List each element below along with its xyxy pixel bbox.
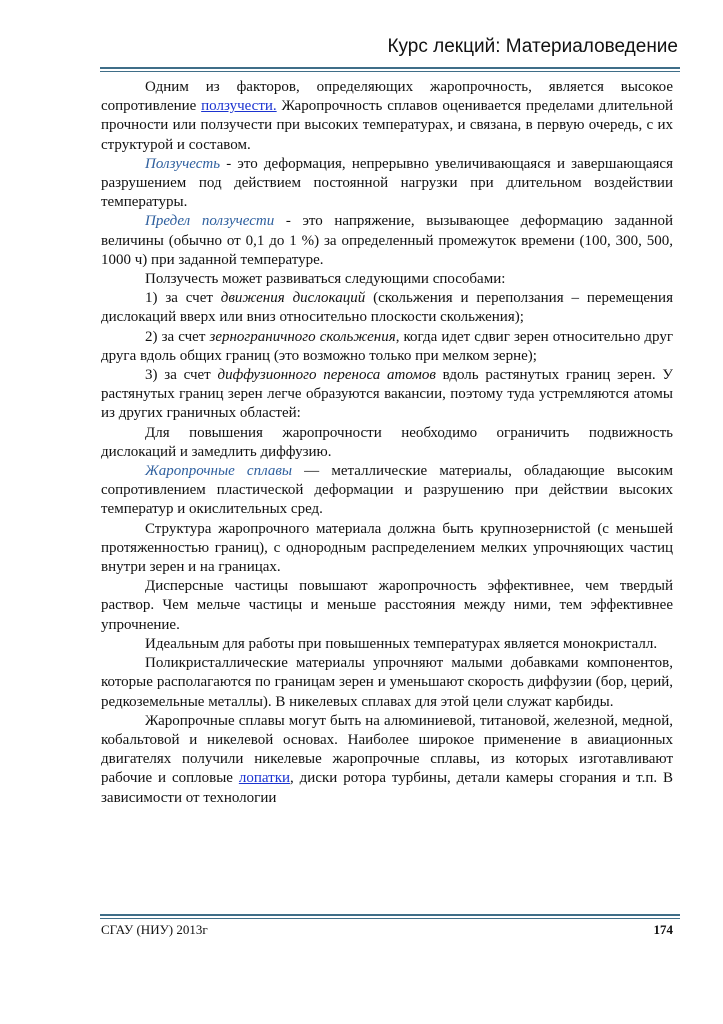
paragraph <box>101 654 673 712</box>
text-run: - это напряжение, вызывающее деформацию заданной величины (обычно от 0,1 до 1 %) за определенный промежуток времени (100, 300, 500, 1000 ч) при заданной температуре. <box>101 213 674 268</box>
page-number: 174 <box>653 922 673 937</box>
footer-rule <box>100 914 680 916</box>
text-run: Структура жаропрочного материала должна быть крупнозернистой (с меньшей протяженностью границ), с однородным распределением мелких упрочняющих частиц внутри зерен и на границах. <box>101 520 673 576</box>
text-run: — металлические материалы, обладающие высоким сопротивлением пластической деформации и разрушению при действии высоких температур и окислительных сред. <box>101 463 673 518</box>
text-run: Одним из факторов, определяющих жаропрочность, является высокое сопротивление <box>101 79 673 115</box>
text-run: (скольжения и переползания – перемещения дислокаций вверх или вниз относительно плоскости скольжения); <box>101 290 673 326</box>
paragraph <box>101 289 673 327</box>
text-run: , когда идет сдвиг зерен относительно друг друга вдоль общих границ (это возможно только при мелком зерне); <box>101 328 673 364</box>
paragraph <box>101 155 673 213</box>
emphasis-text: зернограничного скольжения <box>209 328 396 345</box>
paragraph <box>101 635 673 654</box>
text-run: Дисперсные частицы повышают жаропрочность эффективнее, чем твердый раствор. Чем мельче частицы и меньше расстояния между ними, тем эффективнее упрочнение. <box>101 578 673 633</box>
emphasis-text: диффузионного переноса атомов <box>217 367 436 384</box>
text-run: 2) за счет <box>145 328 210 345</box>
paragraph <box>101 366 673 424</box>
paragraph <box>101 328 673 366</box>
paragraph <box>101 212 673 270</box>
text-run: вдоль растянутых границ зерен. У растянутых границ зерен легче образуются вакансии, поэтому туда устремляются атомы из других граничных областей: <box>101 367 673 422</box>
paragraph <box>101 520 673 578</box>
paragraph <box>101 424 673 462</box>
text-run: , диски ротора турбины, детали камеры сгорания и т.п. В зависимости от технологии <box>101 770 673 806</box>
text-run: Поликристаллические материалы упрочняют малыми добавками компонентов, которые располагаются по границам зерен и уменьшают скорость диффузии (бор, церий, редкоземельные металлы). В никелевых сплавах для этой цели служат карбиды. <box>101 655 673 710</box>
term-definition: Предел ползучести <box>145 213 275 230</box>
emphasis-text: движения дислокаций <box>220 290 366 307</box>
inline-link[interactable]: ползучести. <box>201 98 277 115</box>
paragraph <box>101 270 673 289</box>
footer-institution: СГАУ (НИУ) 2013г <box>101 922 208 937</box>
header-rule <box>100 67 680 69</box>
footer-rule-thin <box>100 918 680 919</box>
text-run: Жаропрочные сплавы могут быть на алюминиевой, титановой, железной, медной, кобальтовой и никелевой основах. Наиболее широкое применение в авиационных двигателях получили никелевые жаропрочные сплавы, из которых изготавливают рабочие и сопловые <box>101 712 673 787</box>
page-title: Курс лекций: Материаловедение <box>387 36 678 57</box>
page-body <box>101 78 673 808</box>
paragraph <box>101 577 673 635</box>
paragraph <box>101 462 673 520</box>
paragraph <box>101 78 673 155</box>
text-run: 3) за счет <box>145 367 218 384</box>
text-run: Идеальным для работы при повышенных температурах является монокристалл. <box>145 635 658 652</box>
term-definition: Ползучесть <box>145 155 221 172</box>
text-run: - это деформация, непрерывно увеличивающаяся и завершающаяся разрушением под действием постоянной нагрузки при длительном воздействии температуры. <box>101 155 673 211</box>
inline-link[interactable]: лопатки <box>238 770 291 787</box>
text-run: Жаропрочность сплавов оценивается пределами длительной прочности или ползучести при высоких температурах, и связана, в первую очередь, с их структурой и составом. <box>101 98 674 153</box>
text-run: Ползучесть может развиваться следующими способами: <box>145 271 506 288</box>
text-run: 1) за счет <box>145 290 221 307</box>
term-definition: Жаропрочные сплавы <box>145 463 292 480</box>
text-run: Для повышения жаропрочности необходимо ограничить подвижность дислокаций и замедлить диффузию. <box>101 424 673 460</box>
paragraph <box>101 712 673 808</box>
header-rule-thin <box>100 71 680 72</box>
